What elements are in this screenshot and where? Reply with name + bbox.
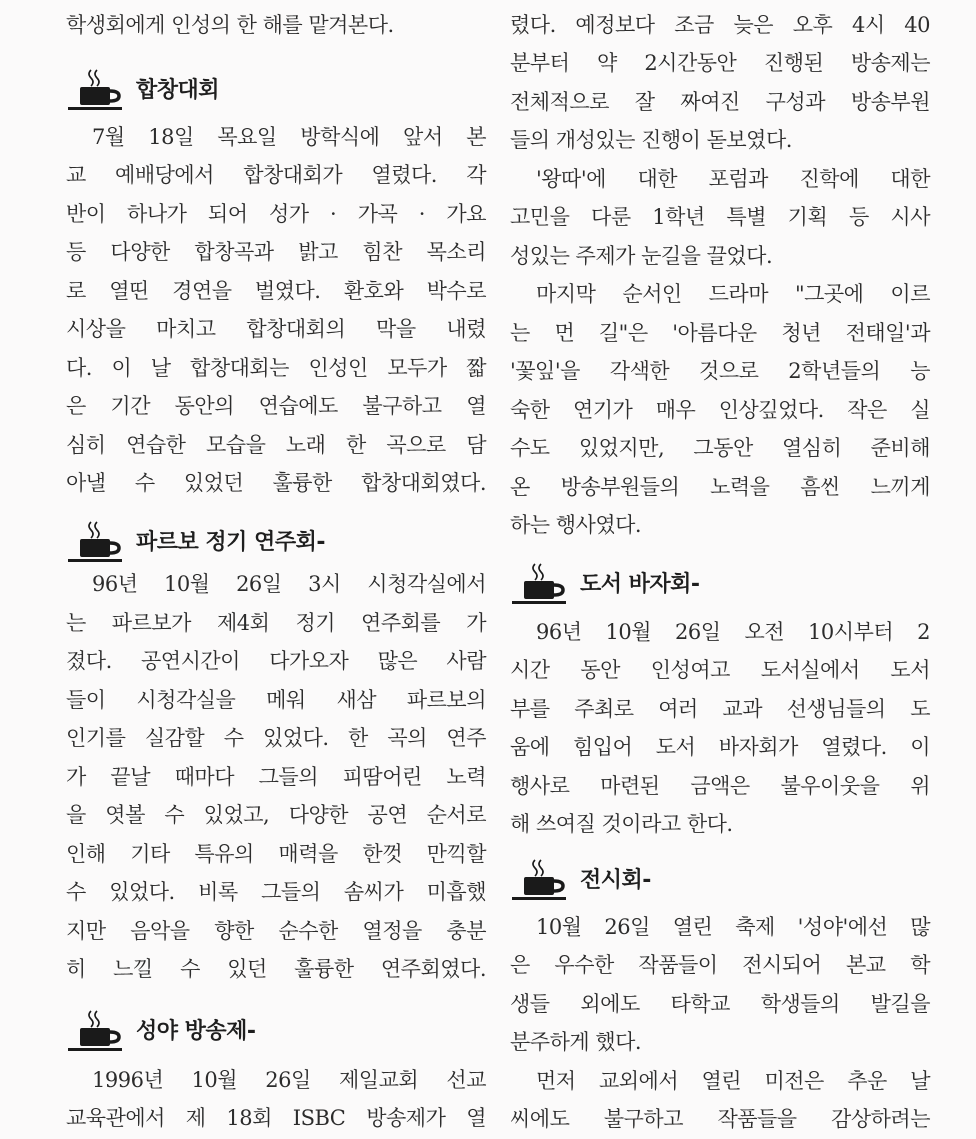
section-heading-exhibition (510, 858, 930, 902)
text-line: '꽃잎'을 각색한 것으로 2학년들의 능 (510, 359, 930, 383)
text-line: 먼저 교외에서 열린 미전은 추운 날 (536, 1069, 930, 1093)
text-line: 7월 18일 목요일 방학식에 앞서 본 (92, 125, 486, 149)
text-line: 가 끝날 때마다 그들의 피땀어린 노력 (66, 765, 486, 789)
text-line: 생들 외에도 타학교 학생들의 발길을 (510, 992, 930, 1016)
section-heading-broadcast (66, 1009, 486, 1053)
text-line: 인기를 실감할 수 있었다. 한 곡의 연주 (66, 726, 486, 750)
text-line: 시상을 마치고 합창대회의 막을 내렸 (66, 317, 486, 341)
text-line: 교 예배당에서 합창대회가 열렸다. 각 (66, 163, 486, 187)
section-heading-book-bazaar (510, 562, 930, 606)
section-title: 전시회- (580, 868, 651, 893)
coffee-cup-icon (510, 562, 568, 606)
section-title: 합창대회 (136, 78, 220, 103)
text-line: 렸다. 예정보다 조금 늦은 오후 4시 40 (510, 13, 930, 37)
text-line: 는 파르보가 제4회 정기 연주회를 가 (66, 611, 486, 635)
section-title: 도서 바자회- (580, 572, 700, 597)
section-heading-choir (66, 68, 486, 112)
text-line: 96년 10월 26일 3시 시청각실에서 (92, 572, 486, 596)
text-line: 인해 기타 특유의 매력을 한껏 만끽할 (66, 842, 486, 866)
coffee-cup-icon (66, 520, 124, 564)
section-heading-concert (66, 520, 486, 564)
text-line: 아낼 수 있었던 훌륭한 합창대회였다. (66, 471, 486, 495)
section-title: 파르보 정기 연주회- (136, 530, 325, 555)
text-line: 움에 힘입어 도서 바자회가 열렸다. 이 (510, 735, 930, 759)
text-line: 전체적으로 잘 짜여진 구성과 방송부원 (510, 90, 930, 114)
text-line: 다. 이 날 합창대회는 인성인 모두가 짧 (66, 356, 486, 380)
text-line: 히 느낄 수 있던 훌륭한 연주회였다. (66, 957, 486, 981)
text-line: 고민을 다룬 1학년 특별 기획 등 시사 (510, 205, 930, 229)
text-line: 지만 음악을 향한 순수한 열정을 충분 (66, 919, 486, 943)
coffee-cup-icon (510, 858, 568, 902)
text-line: 은 우수한 작품들이 전시되어 본교 학 (510, 953, 930, 977)
text-line: 마지막 순서인 드라마 "그곳에 이르 (536, 282, 930, 306)
text-line: 분부터 약 2시간동안 진행된 방송제는 (510, 51, 930, 75)
text-line: 는 먼 길"은 '아름다운 청년 전태일'과 (510, 321, 930, 345)
text-line: 성있는 주제가 눈길을 끌었다. (510, 244, 773, 268)
text-line: 부를 주최로 여러 교과 선생님들의 도 (510, 697, 930, 721)
text-line: 온 방송부원들의 노력을 흠씬 느끼게 (510, 475, 930, 499)
text-line: 로 열띤 경연을 벌였다. 환호와 박수로 (66, 279, 486, 303)
text-line: 96년 10월 26일 오전 10시부터 2 (536, 620, 930, 644)
text-line: 들의 개성있는 진행이 돋보였다. (510, 128, 792, 152)
text-line: 분주하게 했다. (510, 1030, 642, 1054)
text-line: 씨에도 불구하고 작품들을 감상하려는 (510, 1107, 930, 1131)
text-line: 교육관에서 제 18회 ISBC 방송제가 열 (66, 1106, 486, 1130)
text-line: 수도 있었지만, 그동안 열심히 준비해 (510, 436, 930, 460)
text-line: 숙한 연기가 매우 인상깊었다. 작은 실 (510, 398, 930, 422)
text-line: 학생회에게 인성의 한 해를 맡겨본다. (66, 13, 394, 37)
coffee-cup-icon (66, 68, 124, 112)
text-line: 해 쓰여질 것이라고 한다. (510, 812, 733, 836)
coffee-cup-icon (66, 1009, 124, 1053)
text-line: 시간 동안 인성여고 도서실에서 도서 (510, 658, 930, 682)
text-line: 등 다양한 합창곡과 밝고 힘찬 목소리 (66, 240, 486, 264)
text-line: 을 엿볼 수 있었고, 다양한 공연 순서로 (66, 803, 486, 827)
text-line: 행사로 마련된 금액은 불우이웃을 위 (510, 774, 930, 798)
text-line: '왕따'에 대한 포럼과 진학에 대한 (536, 167, 930, 191)
text-line: 은 기간 동안의 연습에도 불구하고 열 (66, 394, 486, 418)
text-line: 수 있었다. 비록 그들의 솜씨가 미흡했 (66, 880, 486, 904)
text-line: 들이 시청각실을 메워 새삼 파르보의 (66, 688, 486, 712)
section-title: 성야 방송제- (136, 1019, 256, 1044)
text-line: 10월 26일 열린 축제 '성야'에선 많 (536, 915, 930, 939)
text-line: 1996년 10월 26일 제일교회 선교 (92, 1068, 486, 1092)
text-line: 졌다. 공연시간이 다가오자 많은 사람 (66, 649, 486, 673)
text-line: 심히 연습한 모습을 노래 한 곡으로 담 (66, 433, 486, 457)
text-line: 하는 행사였다. (510, 513, 642, 537)
text-line: 반이 하나가 되어 성가 · 가곡 · 가요 (66, 202, 486, 226)
